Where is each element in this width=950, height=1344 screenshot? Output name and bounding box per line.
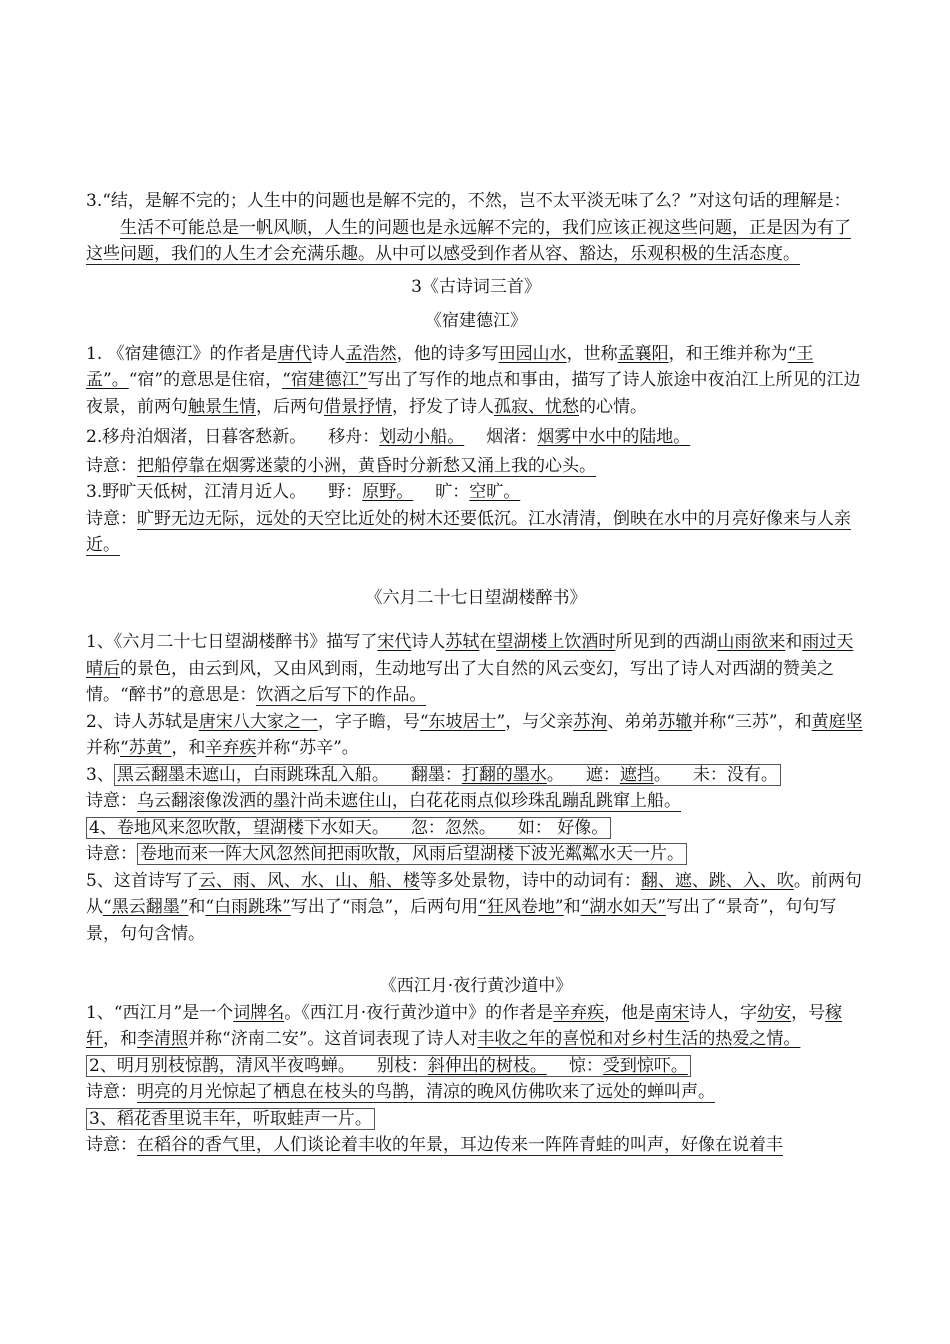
poem1-q2-meaning: 诗意：把船停靠在烟雾迷蒙的小洲，黄昏时分新愁又涌上我的心头。 bbox=[86, 455, 596, 476]
answer-text: 生活不可能总是一帆风顺，人生的问题也是永远解不完的，我们应该正视这些问题，正是因为有了这些问题，我们的人生才会充满乐趣。从中可以感受到作者从容、豁达，乐观积极的生活态度。 bbox=[86, 217, 851, 264]
poem2-q4-meaning: 诗意： 卷地而来一阵大风忽然间把雨吹散，风雨后望湖楼下波光粼粼水天一片。 bbox=[86, 841, 866, 868]
poem2-q4: 4、卷地风来忽吹散，望湖楼下水如天。 忽：忽然。 如： 好像。 bbox=[86, 815, 866, 842]
poem1-q1: 1. 《宿建德江》的作者是唐代诗人孟浩然，他的诗多写田园山水，世称孟襄阳，和王维并称为“王孟”。“宿”的意思是住宿，“宿建德江”写出了写作的地点和事由，描写了诗人旅途中夜泊江上所见的江边夜景，前两句触景生情，后两句借景抒情，抒发了诗人孤寂、忧愁的心情。 bbox=[86, 343, 861, 417]
poem3-q3: 3、稻花香里说丰年，听取蛙声一片。 bbox=[86, 1106, 866, 1133]
poem3-title: 《西江月·夜行黄沙道中》 bbox=[379, 976, 573, 996]
document-page bbox=[86, 188, 866, 1159]
poem2-title: 《六月二十七日望湖楼醉书》 bbox=[365, 587, 587, 608]
poem1-q3: 3.野旷天低树，江清月近人。 野：原野。 旷：空旷。 bbox=[86, 482, 521, 502]
question-3 bbox=[86, 188, 866, 215]
poem2-q2: 2、诗人苏轼是唐宋八大家之一，字子瞻，号“东坡居士”，与父亲苏洵、弟弟苏辙并称“三苏”，和黄庭坚并称“苏黄”，和辛弃疾并称“苏辛”。 bbox=[86, 711, 863, 758]
poem2-q1: 1、《六月二十七日望湖楼醉书》描写了宋代诗人苏轼在望湖楼上饮酒时所见到的西湖山雨欲来和雨过天晴后的景色，由云到风，又由风到雨，生动地写出了大自然的风云变幻，写出了诗人对西湖的赞美之情。“醉书”的意思是：饮酒之后写下的作品。 bbox=[86, 632, 854, 705]
poem1-q2: 2.移舟泊烟渚，日暮客愁新。 移舟：划动小船。 烟渚：烟雾中水中的陆地。 bbox=[86, 427, 691, 447]
poem2-q5: 5、这首诗写了云、雨、风、水、山、船、楼等多处景物，诗中的动词有：翻、遮、跳、入、吹。前两句从“黑云翻墨”和“白雨跳珠”写出了“雨急”，后两句用“狂风卷地”和“湖水如天”写出了“景奇”，句句写景，句句含情。 bbox=[86, 870, 862, 944]
poem2-q3-meaning: 诗意：乌云翻滚像泼洒的墨汁尚未遮住山，白花花雨点似珍珠乱蹦乱跳窜上船。 bbox=[86, 791, 681, 811]
poem1-q3-meaning: 诗意：旷野无边无际，远处的天空比近处的树木还要低沉。江水清清，倒映在水中的月亮好像来与人亲近。 bbox=[86, 508, 851, 555]
poem3-q2-meaning: 诗意：明亮的月光惊起了栖息在枝头的鸟鹊，清凉的晚风仿佛吹来了远处的蝉叫声。 bbox=[86, 1082, 715, 1102]
poem1-title: 《宿建德江》 bbox=[425, 311, 527, 331]
question-text: 3.“结，是解不完的；人生中的问题也是解不完的，不然，岂不太平淡无味了么？”对这句话的理解是： bbox=[86, 191, 851, 211]
poem3-q1: 1、“西江月”是一个词牌名。《西江月·夜行黄沙道中》的作者是辛弃疾，他是南宋诗人，字幼安，号稼轩，和李清照并称“济南二安”。这首词表现了诗人对丰收之年的喜悦和对乡村生活的热爱之情。 bbox=[86, 1002, 843, 1049]
poem3-q2: 2、明月别枝惊鹊，清风半夜鸣蝉。 别枝：斜伸出的树枝。 惊：受到惊吓。 bbox=[86, 1053, 866, 1080]
section-title: 3《古诗词三首》 bbox=[411, 276, 541, 297]
poem3-q3-meaning: 诗意：在稻谷的香气里，人们谈论着丰收的年景，耳边传来一阵阵青蛙的叫声，好像在说着丰 bbox=[86, 1135, 783, 1155]
poem2-q3: 3、 黑云翻墨未遮山，白雨跳珠乱入船。 翻墨：打翻的墨水。 遮：遮挡。 未：没有。 bbox=[86, 762, 866, 789]
answer-3 bbox=[86, 215, 866, 268]
